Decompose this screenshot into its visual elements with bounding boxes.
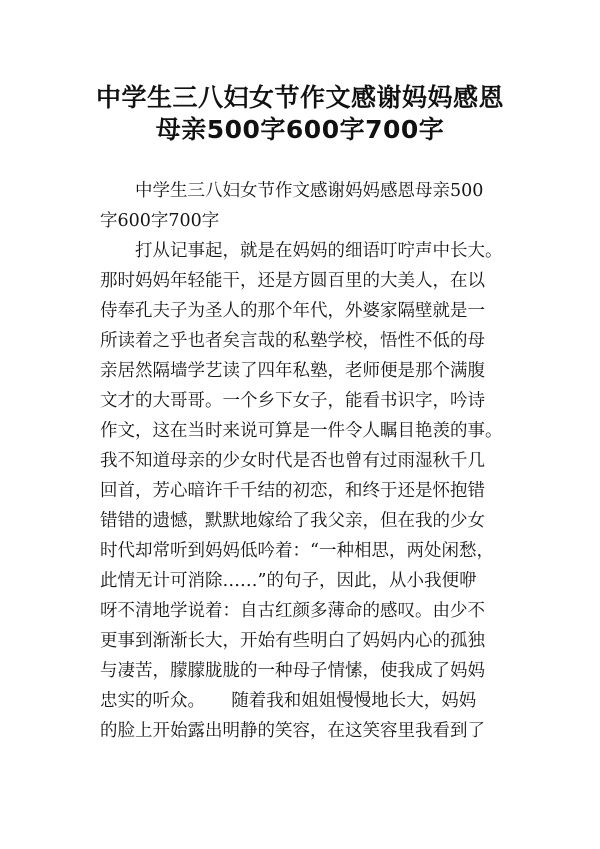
body-text-line: 字600字700字	[100, 211, 220, 231]
body-text-line: 文才的大哥哥。一个乡下女子，能看书识字，吟诗	[100, 391, 485, 411]
body-text-line: 作文，这在当时来说可算是一件令人瞩目艳羡的事。	[100, 421, 503, 441]
document-title-line-1: 中学生三八妇女节作文感谢妈妈感恩	[95, 83, 504, 112]
body-text-line: 的脸上开始露出明静的笑容，在这笑容里我看到了	[100, 721, 485, 741]
body-text-line: 所读着之乎也者矣言哉的私塾学校，悟性不低的母	[100, 331, 485, 351]
body-text-line: 忠实的听众。 随着我和姐姐慢慢地长大，妈妈	[100, 691, 477, 711]
body-text-line: 时代却常听到妈妈低吟着：“一种相思，两处闲愁，	[100, 541, 494, 561]
body-text-line: 呀不清地学说着：自古红颜多薄命的感叹。由少不	[100, 601, 485, 621]
body-text-line: 我不知道母亲的少女时代是否也曾有过雨湿秋千几	[100, 451, 485, 471]
body-text-line: 与凄苦，朦朦胧胧的一种母子情愫，使我成了妈妈	[100, 661, 485, 681]
document-title-line-2: 母亲500字600字700字	[155, 115, 445, 144]
body-text-line: 此情无计可消除……”的句子，因此，从小我便咿	[100, 571, 477, 591]
body-text-line: 亲居然隔墙学艺读了四年私塾，老师便是那个满腹	[100, 361, 485, 381]
body-text-line: 打从记事起，就是在妈妈的细语叮咛声中长大。	[100, 241, 503, 261]
body-text-line: 错错的遗憾，默默地嫁给了我父亲，但在我的少女	[100, 511, 485, 531]
body-text-line: 那时妈妈年轻能干，还是方圆百里的大美人，在以	[100, 271, 485, 291]
body-text-line: 侍奉孔夫子为圣人的那个年代，外婆家隔壁就是一	[100, 301, 485, 321]
body-text-line: 中学生三八妇女节作文感谢妈妈感恩母亲500	[100, 181, 484, 201]
body-text-line: 更事到渐渐长大，开始有些明白了妈妈内心的孤独	[100, 631, 485, 651]
body-text-line: 回首，芳心暗许千千结的初恋，和终于还是怀抱错	[100, 481, 485, 501]
